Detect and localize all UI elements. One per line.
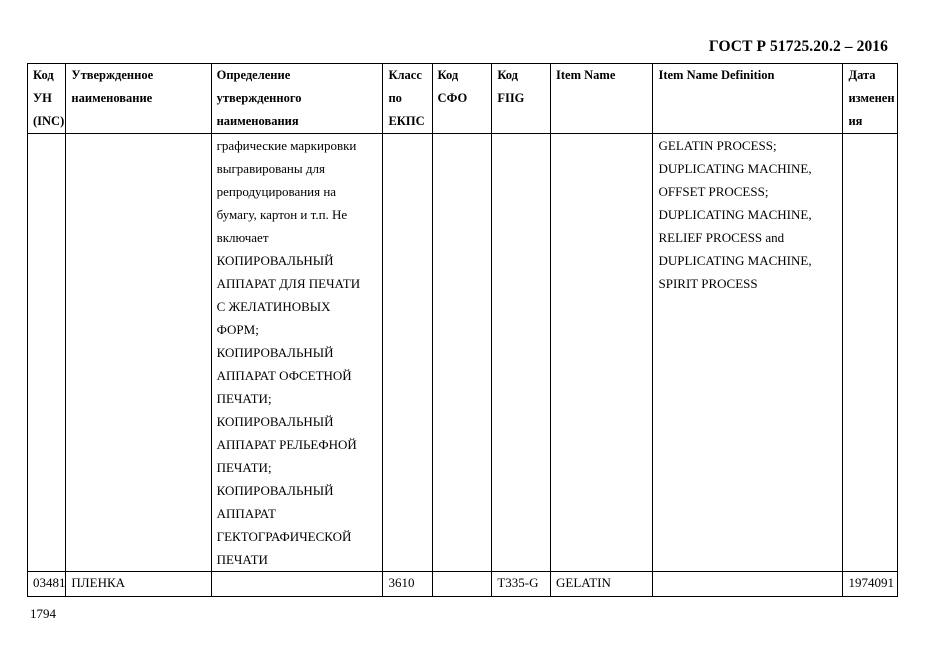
cell-approved-name <box>66 134 211 572</box>
cell-item-name <box>551 134 653 572</box>
cell-inc <box>28 134 66 572</box>
page-number: 1794 <box>30 606 56 621</box>
definition-line: АППАРАТ РЕЛЬЕФНОЙ <box>216 437 357 452</box>
item-definition-line: OFFSET PROCESS; <box>658 184 769 199</box>
cell-change-date: 1974091 <box>843 572 898 597</box>
definition-line: бумагу, картон и т.п. Не <box>216 207 348 222</box>
document-standard-code: ГОСТ Р 51725.20.2 – 2016 <box>708 38 888 55</box>
item-definition-line: SPIRIT PROCESS <box>658 276 758 291</box>
cell-change-date <box>843 134 898 572</box>
definition-line: КОПИРОВАЛЬНЫЙ <box>216 414 334 429</box>
definition-line: выгравированы для <box>216 161 325 176</box>
header-change-date: Дата изменен ия <box>843 64 898 134</box>
definition-line: репродуцирования на <box>216 184 337 199</box>
definition-line: ПЕЧАТИ; <box>216 460 272 475</box>
header-sfo: Код СФО <box>432 64 492 134</box>
definition-line: ФОРМ; <box>216 322 259 337</box>
cell-sfo <box>432 572 492 597</box>
definition-line: АППАРАТ ОФСЕТНОЙ <box>216 368 352 383</box>
item-definition-line: DUPLICATING MACHINE, <box>658 253 812 268</box>
header-item-name-definition: Item Name Definition <box>653 64 843 134</box>
definition-line: КОПИРОВАЛЬНЫЙ <box>216 253 334 268</box>
cell-definition <box>211 134 383 572</box>
cell-sfo <box>432 134 492 572</box>
table-row <box>28 572 898 597</box>
definition-line: ГЕКТОГРАФИЧЕСКОЙ <box>216 529 352 544</box>
definition-line: ПЕЧАТИ <box>216 552 268 567</box>
header-approved-name: Утвержденное наименование <box>66 64 211 134</box>
definition-line: ПЕЧАТИ; <box>216 391 272 406</box>
cell-item-name-definition <box>653 134 843 572</box>
header-item-name: Item Name <box>551 64 653 134</box>
definition-line: С ЖЕЛАТИНОВЫХ <box>216 299 331 314</box>
header-class: Класс по ЕКПС <box>383 64 432 134</box>
item-definition-line: DUPLICATING MACHINE, <box>658 161 812 176</box>
cell-item-name-definition <box>653 572 843 597</box>
item-definition-line: DUPLICATING MACHINE, <box>658 207 812 222</box>
header-definition: Определение утвержденного наименования <box>211 64 383 134</box>
table-row <box>28 134 898 572</box>
definition-line: графические маркировки <box>216 138 357 153</box>
cell-fiig <box>492 134 551 572</box>
cell-item-name: GELATIN <box>551 572 653 597</box>
definition-line: включает <box>216 230 269 245</box>
cell-inc: 03481 <box>28 572 66 597</box>
header-inc: Код УН (INC) <box>28 64 66 134</box>
cell-class <box>383 134 432 572</box>
definition-line: АППАРАТ <box>216 506 276 521</box>
cell-fiig: T335-G <box>492 572 551 597</box>
cell-approved-name: ПЛЕНКА <box>66 572 211 597</box>
definition-line: КОПИРОВАЛЬНЫЙ <box>216 483 334 498</box>
cell-class: 3610 <box>383 572 432 597</box>
catalog-table <box>27 63 898 597</box>
definition-line: КОПИРОВАЛЬНЫЙ <box>216 345 334 360</box>
item-definition-line: GELATIN PROCESS; <box>658 138 777 153</box>
table-header-row <box>28 64 898 134</box>
item-definition-line: RELIEF PROCESS and <box>658 230 785 245</box>
header-fiig: Код FIIG <box>492 64 551 134</box>
cell-definition <box>211 572 383 597</box>
definition-line: АППАРАТ ДЛЯ ПЕЧАТИ <box>216 276 361 291</box>
